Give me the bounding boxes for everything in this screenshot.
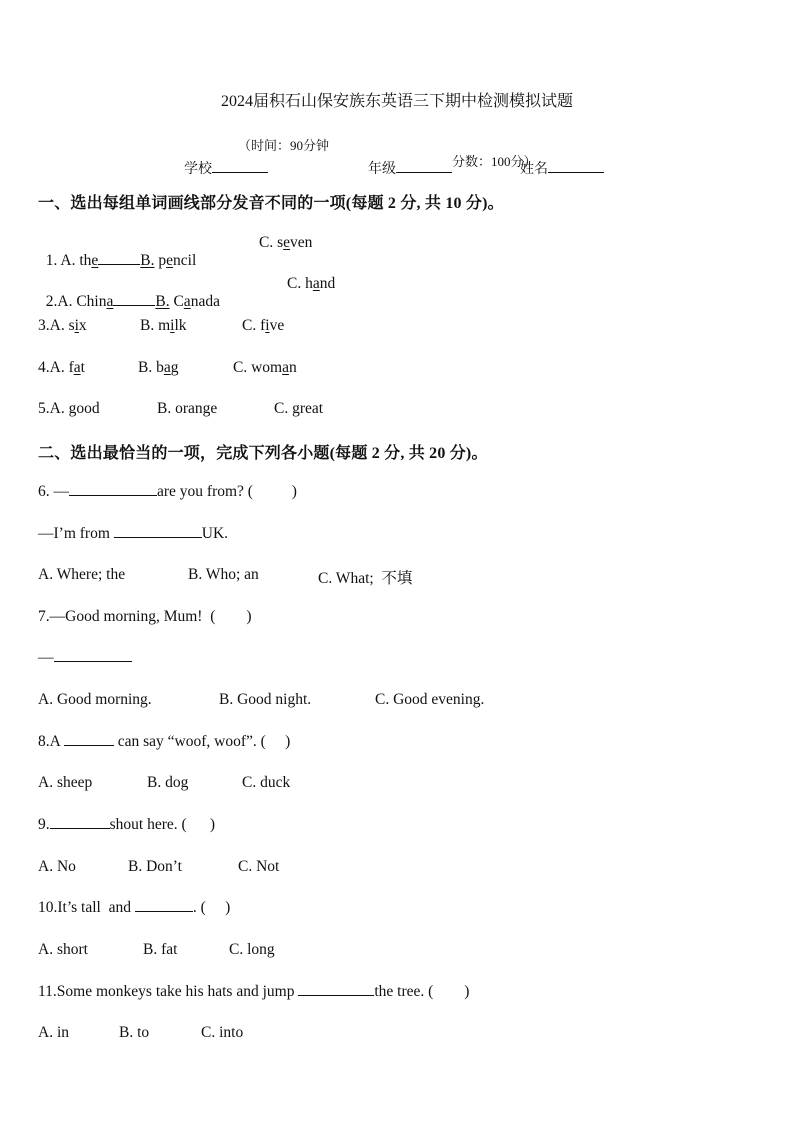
answer-blank[interactable] (64, 744, 114, 746)
question-9-option-c: C. Not (238, 858, 280, 875)
name-field[interactable] (520, 158, 604, 178)
question-7-line1: 7.—Good morning, Mum! ( ) (38, 608, 252, 625)
question-11-option-c: C. into (201, 1024, 244, 1041)
answer-blank[interactable] (298, 994, 374, 996)
question-7-option-a: A. Good morning. (38, 691, 152, 708)
page-title: 2024届积石山保安族东英语三下期中检测模拟试题 (220, 93, 573, 110)
question-3: 3.A. six (38, 317, 87, 334)
section1-heading: 一、选出每组单词画线部分发音不同的一项(每题 2 分, 共 10 分)。 (38, 195, 504, 212)
question-8-option-b: B. dog (147, 774, 189, 791)
question-2-option-c: C. hand (287, 275, 336, 292)
answer-blank[interactable] (135, 910, 193, 912)
time-limit: （时间：90分钟 (238, 138, 330, 153)
question-10-option-b: B. fat (143, 941, 178, 958)
question-10-option-a: A. short (38, 941, 88, 958)
answer-blank[interactable] (114, 536, 202, 538)
question-6-line1: 6. — are you from? ( ) (38, 483, 297, 500)
question-8-option-c: C. duck (242, 774, 291, 791)
name-blank[interactable] (548, 171, 604, 173)
question-5-option-c: C. great (274, 400, 324, 417)
question-6-line2: —I’m from UK. (38, 525, 229, 542)
question-5: 5.A. good (38, 400, 100, 417)
school-label: 学校 (184, 162, 212, 177)
question-11-option-b: B. to (119, 1024, 150, 1041)
question-9-option-a: A. No (38, 858, 76, 875)
school-field[interactable] (184, 158, 268, 178)
question-5-option-b: B. orange (157, 400, 218, 417)
question-11: 11.Some monkeys take his hats and jump the tree. ( ) (38, 983, 470, 1000)
question-7-option-b: B. Good night. (219, 691, 312, 708)
grade-blank[interactable] (396, 171, 452, 173)
question-9-option-b: B. Don’t (128, 858, 182, 875)
question-6-option-c: C. What; 不填 (318, 570, 413, 587)
question-4: 4.A. fat (38, 359, 85, 376)
section2-heading: 二、选出最恰当的一项，完成下列各小题(每题 2 分, 共 20 分)。 (38, 445, 488, 462)
question-8-option-a: A. sheep (38, 774, 93, 791)
school-blank[interactable] (212, 171, 268, 173)
grade-label: 年级 (368, 162, 396, 177)
question-7-line2: — (38, 649, 132, 667)
question-10-option-c: C. long (229, 941, 275, 958)
question-9: 9. shout here. ( ) (38, 816, 216, 833)
question-1-option-c: C. seven (259, 234, 313, 251)
question-7-option-c: C. Good evening. (375, 691, 485, 708)
question-4-option-c: C. woman (233, 359, 297, 376)
question-10: 10.It’s tall and . ( ) (38, 899, 231, 916)
name-label: 姓名 (520, 162, 548, 177)
question-2: 2.A. China B. Canada (45, 293, 220, 310)
question-3-option-c: C. five (242, 317, 285, 334)
question-3-option-b: B. milk (140, 317, 187, 334)
total-score: 分数：100分） (452, 154, 537, 169)
question-4-option-b: B. bag (138, 359, 179, 376)
question-6-option-b: B. Who; an (188, 566, 259, 583)
answer-blank[interactable] (54, 660, 132, 662)
question-11-option-a: A. in (38, 1024, 69, 1041)
answer-blank[interactable] (50, 827, 110, 829)
grade-field[interactable] (368, 158, 452, 178)
question-1: 1. A. the B. pencil (45, 252, 197, 269)
question-6-option-a: A. Where; the (38, 566, 126, 583)
question-8: 8.A can say “woof, woof”. ( ) (38, 733, 291, 750)
answer-blank[interactable] (69, 494, 157, 496)
